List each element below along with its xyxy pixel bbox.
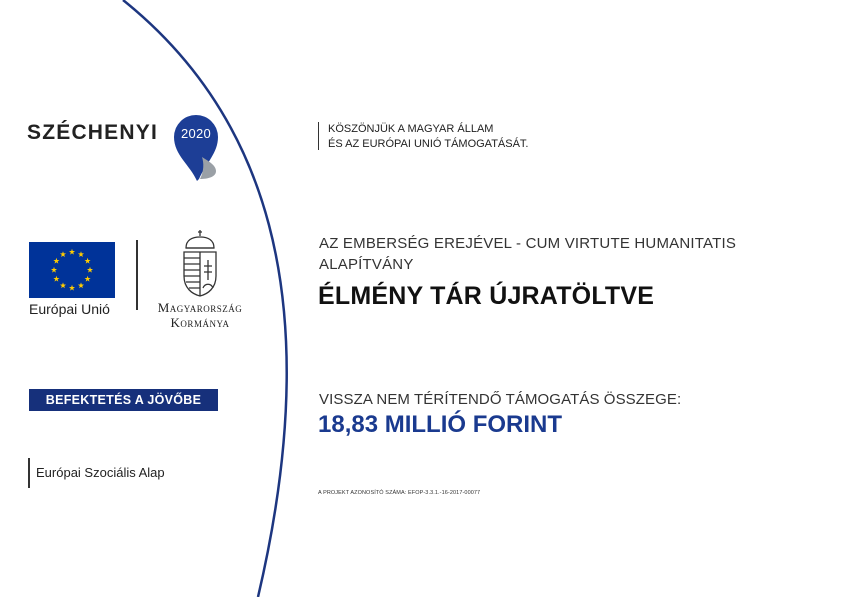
eu-star-icon bbox=[85, 276, 91, 282]
esa-divider bbox=[28, 458, 30, 488]
hungarian-coat-of-arms-icon bbox=[176, 230, 224, 298]
invest-badge: BEFEKTETÉS A JÖVŐBE bbox=[29, 389, 218, 411]
org-name-line2: ALAPÍTVÁNY bbox=[319, 256, 414, 273]
gov-name-line1: Magyarország bbox=[157, 300, 243, 315]
eu-star-icon bbox=[78, 282, 84, 288]
eu-star-icon bbox=[87, 267, 93, 273]
eu-star-icon bbox=[51, 267, 57, 273]
thanks-line1: KÖSZÖNJÜK A MAGYAR ÁLLAM bbox=[328, 123, 494, 135]
eu-star-icon bbox=[53, 258, 59, 264]
eu-star-icon bbox=[53, 276, 59, 282]
grant-label: VISSZA NEM TÉRÍTENDŐ TÁMOGATÁS ÖSSZEGE: bbox=[319, 391, 682, 408]
grant-amount: 18,83 MILLIÓ FORINT bbox=[318, 411, 563, 438]
thanks-line2: ÉS AZ EURÓPAI UNIÓ TÁMOGATÁSÁT. bbox=[328, 138, 529, 150]
eu-star-icon bbox=[78, 251, 84, 257]
szechenyi-wordmark: SZÉCHENYI bbox=[27, 121, 158, 144]
eu-label: Európai Unió bbox=[29, 301, 110, 317]
org-name-line1: AZ EMBERSÉG EREJÉVEL - CUM VIRTUTE HUMANITATIS bbox=[319, 235, 737, 252]
logo-divider bbox=[136, 240, 138, 310]
eu-star-icon bbox=[85, 258, 91, 264]
szechenyi-year: 2020 bbox=[180, 126, 212, 141]
eu-star-icon bbox=[60, 282, 66, 288]
eu-star-icon bbox=[60, 251, 66, 257]
eu-flag-icon bbox=[29, 242, 115, 298]
eu-star-icon bbox=[69, 285, 75, 291]
project-id: A PROJEKT AZONOSÍTÓ SZÁMA: EFOP-3.3.1.-16-2017-00077 bbox=[318, 490, 481, 496]
thanks-divider bbox=[318, 122, 319, 150]
esa-label: Európai Szociális Alap bbox=[36, 465, 165, 480]
thanks-text bbox=[328, 122, 528, 152]
eu-star-icon bbox=[69, 249, 75, 255]
location-pin-icon bbox=[172, 113, 222, 183]
gov-name-line2: Kormánya bbox=[170, 315, 230, 330]
project-title: ÉLMÉNY TÁR ÚJRATÖLTVE bbox=[318, 282, 655, 310]
